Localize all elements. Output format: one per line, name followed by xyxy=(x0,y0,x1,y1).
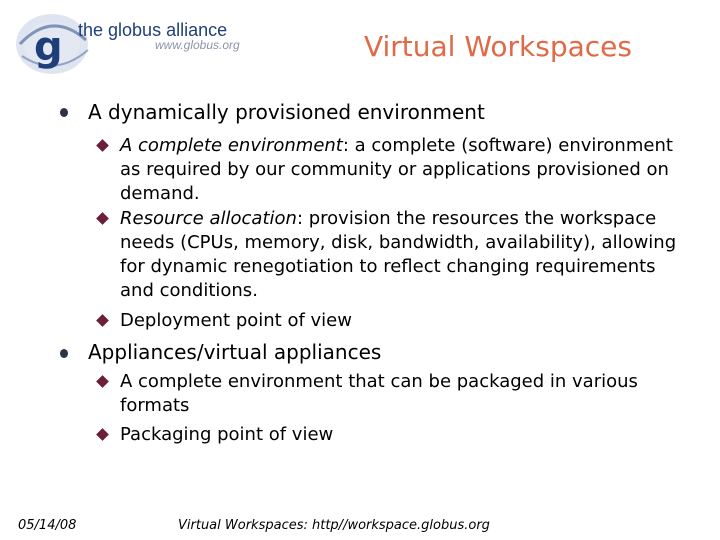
logo-letter: g xyxy=(34,24,63,70)
sub-bullet-text: : provision the resources the workspace needs (CPUs, memory, disk, bandwidth, availability), allowing for dynamic renegotiation to reflect changing requirements and conditions. xyxy=(120,208,677,301)
bullet-item: A dynamically provisioned environment xyxy=(88,100,485,124)
bullet-item: Appliances/virtual appliances xyxy=(88,340,382,364)
logo-url: www.globus.org xyxy=(155,38,240,52)
logo-title: the globus alliance xyxy=(78,20,228,40)
sub-bullet-marker-icon xyxy=(96,212,109,225)
sub-bullet-item xyxy=(120,370,680,418)
sub-bullet-text: Packaging point of view xyxy=(120,424,334,445)
sub-bullet-marker-icon xyxy=(96,428,109,441)
sub-bullet-emphasis: A complete environment xyxy=(120,135,343,156)
bullet-marker-icon xyxy=(60,349,68,358)
footer-text: Virtual Workspaces: http//workspace.globus.org xyxy=(178,518,490,533)
sub-bullet-item xyxy=(120,207,680,303)
sub-bullet-item xyxy=(120,134,680,206)
sub-bullet-item xyxy=(120,423,680,447)
slide-title: Virtual Workspaces xyxy=(363,30,632,63)
sub-bullet-text: Deployment point of view xyxy=(120,310,352,331)
sub-bullet-text: A complete environment that can be packaged in various formats xyxy=(120,371,638,416)
sub-bullet-marker-icon xyxy=(96,139,109,152)
bullet-marker-icon xyxy=(60,108,68,117)
sub-bullet-emphasis: Resource allocation xyxy=(120,208,297,229)
sub-bullet-marker-icon xyxy=(96,314,109,327)
sub-bullet-item xyxy=(120,309,680,333)
footer-date: 05/14/08 xyxy=(18,518,77,533)
sub-bullet-marker-icon xyxy=(96,375,109,388)
sub-bullet-text: : a complete (software) environment as required by our community or applications provisioned on demand. xyxy=(120,135,673,204)
